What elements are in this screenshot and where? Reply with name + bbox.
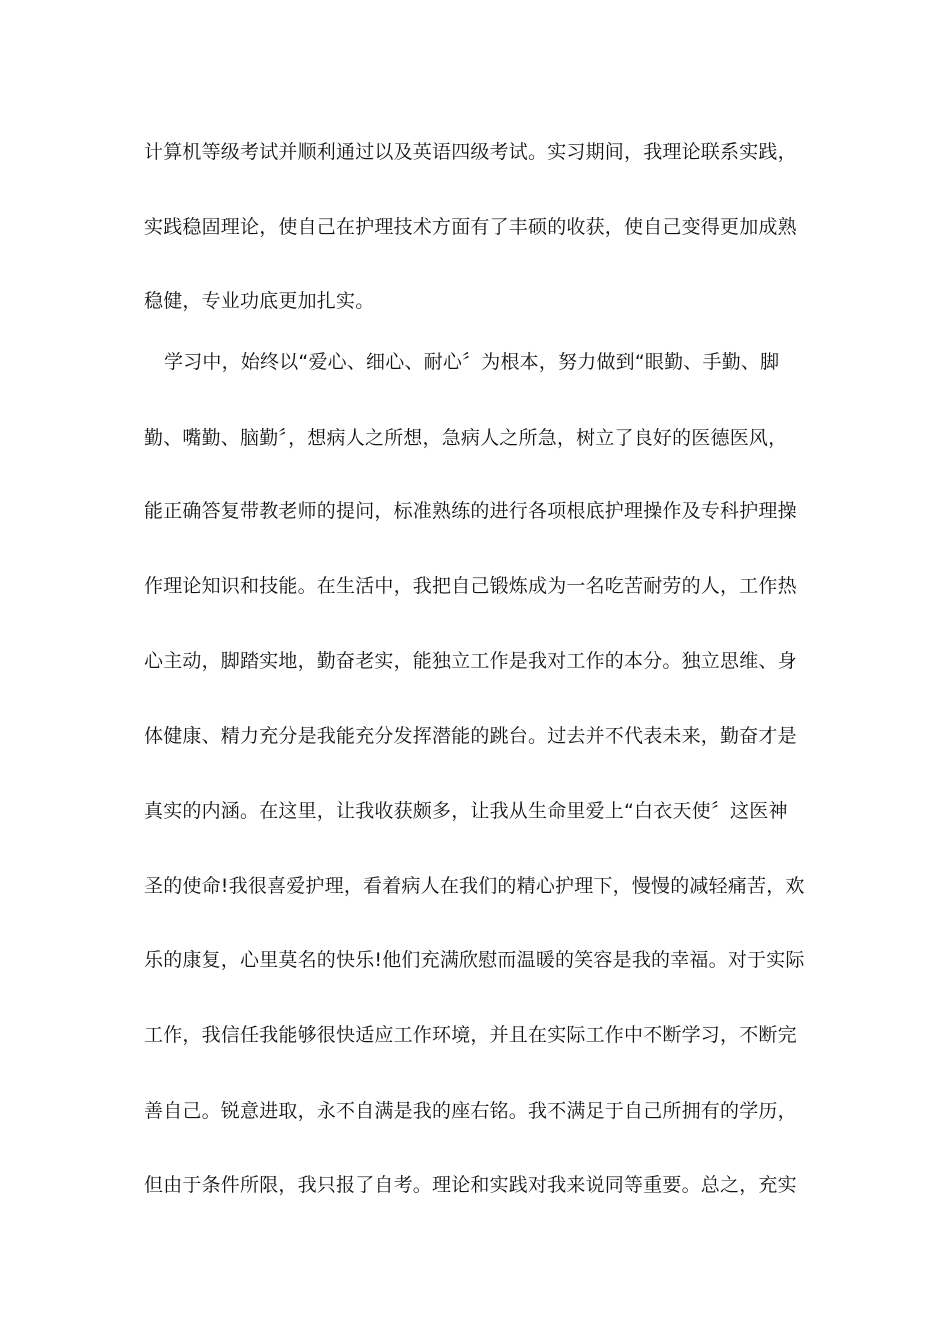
text-line: 真实的内涵。在这里，让我收获颇多，让我从生命里爱上“白衣天使〞这医神 [144, 800, 788, 822]
text-line: 稳健，专业功底更加扎实。 [144, 290, 375, 312]
text-line: 但由于条件所限，我只报了自考。理论和实践对我来说同等重要。总之，充实 [144, 1174, 797, 1196]
text-line: 实践稳固理论，使自己在护理技术方面有了丰硕的收获，使自己变得更加成熟 [144, 216, 797, 238]
text-line: 心主动，脚踏实地，勤奋老实，能独立工作是我对工作的本分。独立思维、身 [144, 650, 797, 672]
text-line: 勤、嘴勤、脑勤〞，想病人之所想，急病人之所急，树立了良好的医德医风， [144, 427, 788, 449]
text-line: 体健康、精力充分是我能充分发挥潜能的跳台。过去并不代表未来，勤奋才是 [144, 725, 797, 747]
text-line: 善自己。锐意进取，永不自满是我的座右铭。我不满足于自己所拥有的学历， [144, 1100, 797, 1122]
text-line: 圣的使命!我很喜爱护理，看着病人在我们的精心护理下，慢慢的减轻痛苦，欢 [144, 875, 805, 897]
paragraph-first-line: 学习中，始终以“爱心、细心、耐心〞为根本，努力做到“眼勤、手勤、脚 [164, 351, 780, 373]
text-line: 乐的康复，心里莫名的快乐!他们充满欣慰而温暖的笑容是我的幸福。对于实际 [144, 949, 805, 971]
text-line: 计算机等级考试并顺利通过以及英语四级考试。实习期间，我理论联系实践， [144, 141, 797, 163]
text-line: 工作，我信任我能够很快适应工作环境，并且在实际工作中不断学习，不断完 [144, 1024, 797, 1046]
text-line: 能正确答复带教老师的提问，标准熟练的进行各项根底护理操作及专科护理操 [144, 500, 797, 522]
text-line: 作理论知识和技能。在生活中，我把自己锻炼成为一名吃苦耐劳的人，工作热 [144, 575, 797, 597]
